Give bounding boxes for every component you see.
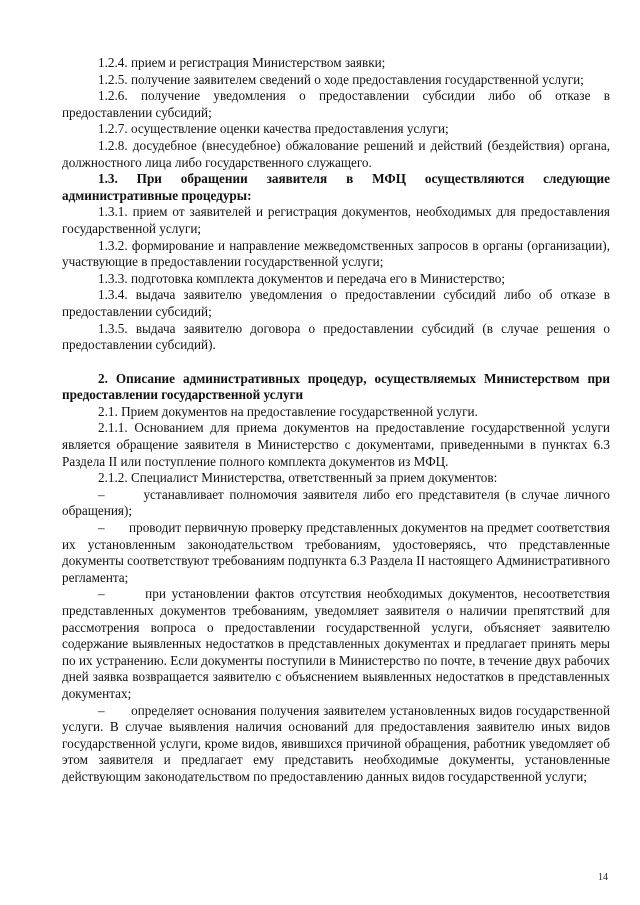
spacer bbox=[62, 354, 610, 371]
list-item-missing-documents: – при установлении фактов отсутствия необходимых документов, несоответствия представленных документов требованиям, уведомляет заявителя о наличии препятствий для рассмотрения вопроса о предоставлении государственной услуги, объясняет заявителю содержание выявленных недостатков в представленных документах и предлагает принять меры по их устранению. Если документы поступили в Министерство по почте, в течение двух рабочих дней заявка возвращается заявителю с объяснением выявленных недостатков в представленных документах; bbox=[62, 586, 610, 701]
paragraph-2-1-2: 2.1.2. Специалист Министерства, ответственный за прием документов: bbox=[98, 470, 498, 486]
paragraph-1-3-1: 1.3.1. прием от заявителей и регистрация документов, необходимых для предоставления государственной услуги; bbox=[62, 204, 610, 236]
paragraph-1-2-5: 1.2.5. получение заявителем сведений о ходе предоставления государственной услуги; bbox=[98, 71, 584, 87]
paragraph-2-1-1: 2.1.1. Основанием для приема документов на предоставление государственной услуги является обращение заявителя в Министерство с документами, приведенными в пунктах 6.3 Раздела II или поступление полного комплекта документов из МФЦ. bbox=[62, 420, 610, 469]
paragraph-1-2-4: 1.2.4. прием и регистрация Министерством заявки; bbox=[98, 55, 386, 70]
paragraph-1-3-2: 1.3.2. формирование и направление межведомственных запросов в органы (организации), участвующие в предоставлении государственной услуги; bbox=[62, 237, 610, 270]
paragraph-1-2-6: 1.2.6. получение уведомления о предоставлении субсидии либо об отказе в предоставлении субсидий; bbox=[62, 88, 610, 120]
paragraph-1-3-4: 1.3.4. выдача заявителю уведомления о предоставлении субсидий либо об отказе в предоставлении субсидий; bbox=[62, 287, 610, 319]
paragraph-2-1: 2.1. Прием документов на предоставление государственной услуги. bbox=[98, 403, 478, 419]
paragraph-1-2-7: 1.2.7. осуществление оценки качества предоставления услуги; bbox=[98, 121, 449, 137]
paragraph-1-2-8: 1.2.8. досудебное (внесудебное) обжалование решений и действий (бездействия) органа, должностного лица либо государственного служащего. bbox=[62, 137, 610, 170]
page-number: 14 bbox=[598, 872, 608, 883]
paragraph-1-3-3: 1.3.3. подготовка комплекта документов и передача его в Министерство; bbox=[98, 270, 506, 286]
section-2-heading: 2. Описание административных процедур, осуществляемых Министерством при предоставлении государственной услуги bbox=[62, 370, 610, 403]
list-item-authority-check: – устанавливает полномочия заявителя либо его представителя (в случае личного обращения); bbox=[62, 486, 610, 519]
section-1-3-heading: 1.3. При обращении заявителя в МФЦ осуществляются следующие административные процедуры: bbox=[62, 171, 610, 203]
list-item-document-check: – проводит первичную проверку представленных документов на предмет соответствия их установленным законодательством требованиям, удостоверяясь, что представленные документы соответствуют требованиям подпункта 6.3 Раздела II настоящего Административного регламента; bbox=[62, 520, 610, 585]
document-page bbox=[62, 55, 610, 786]
list-item-service-grounds: – определяет основания получения заявителем установленных видов государственной услуги. В случае выявления наличия оснований для предоставления заявителю иных видов государственной услуги, кроме видов, явившихся причиной обращения, работник уведомляет об этом заявителя и предлагает ему представить необходимые документы, установленные действующим законодательством по предоставлению данных видов государственной услуги; bbox=[62, 702, 610, 784]
paragraph-1-3-5: 1.3.5. выдача заявителю договора о предоставлении субсидий (в случае решения о предоставлении субсидий). bbox=[62, 320, 610, 353]
